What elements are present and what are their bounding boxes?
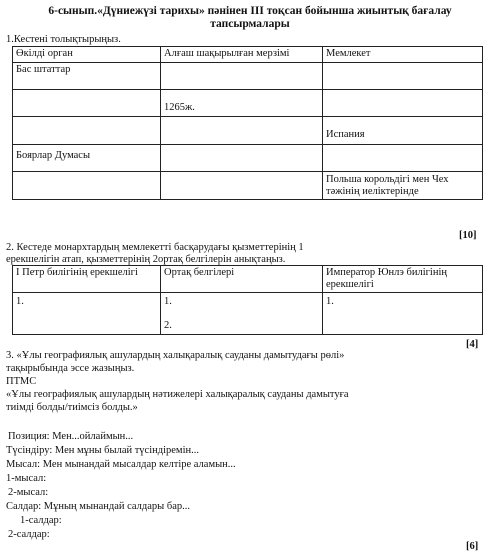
task1-cell-r4c2[interactable] bbox=[161, 145, 323, 172]
task1-cell-r5c3 bbox=[323, 172, 483, 200]
task1-cell-r5c2[interactable] bbox=[161, 172, 323, 200]
task3-line-1: 3. «Ұлы географиялық ашулардың халықаралық сауданы дамытудағы рөлі» bbox=[6, 350, 345, 361]
task2-cell-peter[interactable]: 1. bbox=[13, 293, 161, 335]
task1-cell-r3c3: Испания bbox=[323, 117, 483, 145]
title-line-1: 6-сынып.«Дүниежүзі тарихы» пәнінен ІІІ тоқсан бойынша жиынтық бағалау bbox=[48, 5, 452, 17]
task1-cell-r1c1: Бас штаттар bbox=[13, 63, 161, 90]
task2-common-item-1: 1. bbox=[164, 296, 172, 307]
task1-instruction: 1.Кестені толықтырыңыз. bbox=[6, 34, 121, 45]
task1-cell-r2c2: 1265ж. bbox=[161, 90, 323, 117]
page-title bbox=[20, 5, 480, 31]
task1-cell-r1c3[interactable] bbox=[323, 63, 483, 90]
task1-score: [10] bbox=[459, 230, 477, 241]
task1-header-state: Мемлекет bbox=[323, 47, 483, 63]
task1-cell-r2c1[interactable] bbox=[13, 90, 161, 117]
task1-header-period: Алғаш шақырылған мерзімі bbox=[161, 47, 323, 63]
task1-cell-r1c2[interactable] bbox=[161, 63, 323, 90]
task2-common-item-2: 2. bbox=[164, 320, 172, 331]
task1-header-organ: Өкілді орган bbox=[13, 47, 161, 63]
task2-score: [4] bbox=[466, 339, 479, 350]
paes-consequence-1: 1-салдар: bbox=[20, 515, 62, 526]
task3-line-3: ПТМС bbox=[6, 376, 37, 387]
task3-line-4: «Ұлы географиялық ашулардың нәтижелері халықаралық сауданы дамытуға bbox=[6, 389, 349, 400]
task2-instruction-line-1: 2. Кестеде монархтардың мемлекетті басқарудағы қызметтерінің 1 bbox=[6, 242, 304, 253]
task3-line-2: тақырыбында эссе жазыңыз. bbox=[6, 363, 135, 374]
task1-table bbox=[12, 46, 483, 200]
task1-cell-r2c3[interactable] bbox=[323, 90, 483, 117]
paes-position: Позиция: Мен...ойлаймын... bbox=[8, 431, 134, 442]
task2-header-napoleon: Император Юнлэ билігінің ерекшелігі bbox=[323, 266, 483, 293]
task1-cell-r3c2[interactable] bbox=[161, 117, 323, 145]
task1-cell-r3c1[interactable] bbox=[13, 117, 161, 145]
title-line-2: тапсырмалары bbox=[210, 18, 290, 30]
task2-header-peter: І Петр билігінің ерекшелігі bbox=[13, 266, 161, 293]
task1-cell-r4c3[interactable] bbox=[323, 145, 483, 172]
task1-cell-r4c1: Боярлар Думасы bbox=[13, 145, 161, 172]
task2-table bbox=[12, 265, 483, 335]
paes-example-2: 2-мысал: bbox=[8, 487, 49, 498]
paes-consequence: Салдар: Мұның мынандай салдары бар... bbox=[6, 501, 190, 512]
task3-line-5: тиімді болды/тиімсіз болды.» bbox=[6, 402, 138, 413]
task3-score: [6] bbox=[466, 541, 479, 552]
paes-example-1: 1-мысал: bbox=[6, 473, 47, 484]
task2-cell-napoleon[interactable]: 1. bbox=[323, 293, 483, 335]
task1-cell-r5c1[interactable] bbox=[13, 172, 161, 200]
paes-explanation: Түсіндіру: Мен мұны былай түсіндіремін... bbox=[6, 445, 199, 456]
paes-example: Мысал: Мен мынандай мысалдар келтіре аламын... bbox=[6, 459, 236, 470]
paes-consequence-2: 2-салдар: bbox=[8, 529, 50, 540]
task2-header-common: Ортақ белгілері bbox=[161, 266, 323, 293]
task2-cell-common[interactable] bbox=[161, 293, 323, 335]
task1-cell-r5c3-text: Польша корольдігі мен Чех тәжінің иеліктерінде bbox=[326, 174, 449, 197]
task2-instruction-line-2: ерекшелігін атап, қызметтерінің 2ортақ белгілерін анықтаңыз. bbox=[6, 254, 286, 265]
